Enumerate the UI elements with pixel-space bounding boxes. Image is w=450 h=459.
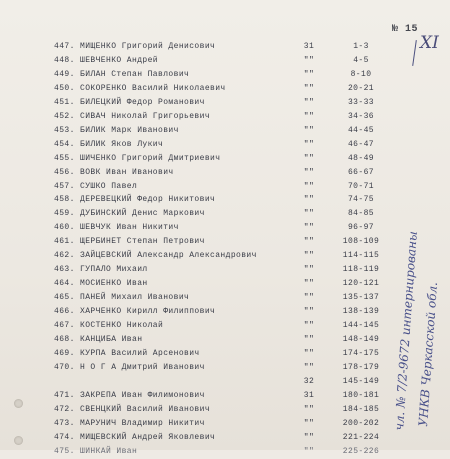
entry-pages: 4-5	[353, 55, 369, 65]
entry-name: КУРПА Василий Арсенович	[80, 348, 200, 358]
entry-pages: 1-3	[353, 42, 369, 51]
entry-volume: ""	[303, 321, 315, 330]
entry-pages: 66-67	[347, 167, 374, 177]
entry-pages: 84-85	[347, 209, 374, 219]
entry-number: 461.	[54, 237, 75, 247]
entry-volume: ""	[303, 362, 315, 372]
entry-volume: ""	[303, 97, 315, 107]
entry-pages: 120-121	[342, 279, 380, 289]
entry-number: 454.	[54, 139, 75, 149]
entry-pages: 108-109	[342, 237, 380, 247]
sheet-mark: XI	[420, 33, 439, 53]
entry-number: 452.	[54, 111, 75, 121]
entry-name: ЗАЙЦЕВСКИЙ Александр Александрович	[80, 251, 257, 261]
entry-name: БИЛИК Марк Иванович	[80, 125, 179, 135]
entry-name: БИЛАН Степан Павлович	[80, 69, 190, 79]
pencil-stroke	[412, 40, 417, 66]
entry-pages: 178-179	[342, 362, 380, 372]
entry-pages: 48-49	[347, 153, 374, 163]
entry-volume: ""	[303, 195, 315, 205]
entry-number: 447.	[54, 42, 75, 51]
entry-volume: ""	[303, 279, 315, 289]
entry-number: 471.	[54, 390, 75, 400]
entry-name: ШЕВЧУК Иван Никитич	[80, 223, 179, 233]
entry-volume: 31	[303, 390, 315, 400]
entry-pages: 221-224	[342, 432, 380, 442]
entry-pages: 138-139	[342, 307, 380, 317]
entry-pages: 96-97	[347, 223, 374, 233]
entry-number: 448.	[54, 55, 75, 65]
entry-pages: 180-181	[342, 390, 380, 400]
entry-pages: 184-185	[342, 404, 380, 414]
entry-volume: ""	[303, 432, 315, 442]
entry-name: КОСТЕНКО Николай	[80, 321, 164, 330]
list-item	[0, 333, 400, 347]
list-item	[0, 68, 400, 82]
entry-volume: ""	[303, 265, 315, 275]
list-item	[0, 445, 400, 459]
entry-number: 459.	[54, 209, 75, 219]
list-item	[0, 96, 400, 110]
entry-name: ДЕРЕВЕЦКИЙ Федор Никитович	[80, 195, 216, 205]
entry-name: СОКОРЕНКО Василий Николаевич	[80, 83, 226, 93]
entry-pages: 174-175	[342, 348, 380, 358]
entry-pages: 200-202	[342, 418, 380, 428]
entry-volume: ""	[303, 334, 315, 344]
entry-number: 468.	[54, 334, 75, 344]
entry-volume: ""	[303, 223, 315, 233]
entry-number: 472.	[54, 404, 75, 414]
list-item	[0, 124, 400, 138]
list-item	[0, 249, 400, 263]
entry-pages: 145-149	[342, 376, 380, 386]
entry-number: 474.	[54, 432, 75, 442]
entry-number: 473.	[54, 418, 75, 428]
page-number: № 15	[392, 24, 419, 35]
list-item	[0, 152, 400, 166]
entry-volume: ""	[303, 55, 315, 65]
list-item	[0, 319, 400, 333]
entry-number: 469.	[54, 348, 75, 358]
entry-name: ШИНКАЙ Иван	[80, 446, 138, 456]
entry-name: ШИЧЕНКО Григорий Дмитриевич	[80, 153, 221, 163]
entry-pages: 33-33	[347, 97, 374, 107]
entry-pages: 135-137	[342, 293, 380, 303]
entry-volume: ""	[303, 167, 315, 177]
list-item	[0, 82, 400, 96]
entry-name: ВОВК Иван Иванович	[80, 167, 174, 177]
list-item	[0, 277, 400, 291]
entry-number: 450.	[54, 83, 75, 93]
entry-volume: ""	[303, 181, 315, 191]
list-item	[0, 305, 400, 319]
entry-volume: ""	[303, 153, 315, 163]
entry-name: ДУБИНСКИЙ Денис Маркович	[80, 209, 205, 219]
entry-volume: ""	[303, 69, 315, 79]
entry-number: 475.	[54, 446, 75, 456]
handwritten-note: чл. № 7/2-9672 интернированы	[392, 230, 420, 431]
entry-name: МОСИЕНКО Иван	[80, 279, 148, 289]
entry-number: 451.	[54, 97, 75, 107]
entry-name: ШЕВЧЕНКО Андрей	[80, 55, 159, 65]
entry-volume: ""	[303, 139, 315, 149]
list-item	[0, 403, 400, 417]
entry-pages: 74-75	[347, 195, 374, 205]
list-item	[0, 54, 400, 68]
entry-volume: ""	[303, 111, 315, 121]
list-item	[0, 361, 400, 375]
list-item	[0, 180, 400, 194]
entry-pages: 8-10	[350, 69, 372, 79]
entry-name: СИВАЧ Николай Григорьевич	[80, 111, 211, 121]
entry-number: 455.	[54, 153, 75, 163]
entry-name: ПАНЕЙ Михаил Иванович	[80, 293, 190, 303]
entry-volume: ""	[303, 293, 315, 303]
entry-number: 456.	[54, 167, 75, 177]
entry-name: БИЛЕЦКИЙ Федор Романович	[80, 97, 205, 107]
entry-volume: ""	[303, 446, 315, 456]
list-item	[0, 263, 400, 277]
list-item	[0, 138, 400, 152]
entry-number: 464.	[54, 279, 75, 289]
entry-number: 453.	[54, 125, 75, 135]
entry-number: 463.	[54, 265, 75, 275]
entry-volume: ""	[303, 251, 315, 261]
entry-name: БИЛИК Яков Лукич	[80, 139, 164, 149]
entry-name: Н О Г А Дмитрий Иванович	[80, 362, 205, 372]
list-item	[0, 417, 400, 431]
entry-volume: 31	[303, 42, 315, 51]
entry-number: 460.	[54, 223, 75, 233]
entry-number: 457.	[54, 181, 75, 191]
entry-volume: ""	[303, 404, 315, 414]
entry-number: 462.	[54, 251, 75, 261]
entry-name: СУШКО Павел	[80, 181, 138, 191]
entry-volume: ""	[303, 348, 315, 358]
entry-name: МАРУНИЧ Владимир Никитич	[80, 418, 205, 428]
entry-pages: 225-226	[342, 446, 380, 456]
entry-volume: 32	[303, 376, 315, 386]
entry-volume: ""	[303, 83, 315, 93]
entry-volume: ""	[303, 418, 315, 428]
entry-name: МИЩЕНКО Григорий Денисович	[80, 42, 216, 51]
entry-volume: ""	[303, 237, 315, 247]
entry-number: 465.	[54, 293, 75, 303]
entry-pages: 20-21	[347, 83, 374, 93]
list-item	[0, 389, 400, 403]
entry-pages: 148-149	[342, 334, 380, 344]
entry-pages: 46-47	[347, 139, 374, 149]
entry-pages: 144-145	[342, 321, 380, 330]
entry-name: МИЩЕВСКИЙ Андрей Яковлевич	[80, 432, 216, 442]
entry-name: ГУПАЛО Михаил	[80, 265, 148, 275]
entry-pages: 34-36	[347, 111, 374, 121]
handwritten-note: УНКВ Черкасской обл.	[416, 281, 441, 427]
entry-number: 449.	[54, 69, 75, 79]
entry-volume: ""	[303, 307, 315, 317]
entry-number: 467.	[54, 321, 75, 330]
list-item	[0, 110, 400, 124]
entry-pages: 70-71	[347, 181, 374, 191]
list-item	[0, 375, 400, 389]
entry-pages: 114-115	[342, 251, 380, 261]
list-item	[0, 291, 400, 305]
entry-name: ХАРЧЕНКО Кирилл Филиппович	[80, 307, 216, 317]
entry-name: СВЕНЦКИЙ Василий Иванович	[80, 404, 211, 414]
entry-name: ЩЕРБИНЕТ Степан Петрович	[80, 237, 205, 247]
entry-number: 458.	[54, 195, 75, 205]
list-item	[0, 431, 400, 445]
entry-pages: 44-45	[347, 125, 374, 135]
entry-volume: ""	[303, 209, 315, 219]
list-item	[0, 207, 400, 221]
entry-name: КАНЦИБА Иван	[80, 334, 143, 344]
entry-number: 470.	[54, 362, 75, 372]
list-item	[0, 235, 400, 249]
entry-pages: 118-119	[342, 265, 380, 275]
list-item	[0, 40, 400, 54]
list-item	[0, 193, 400, 207]
list-item	[0, 166, 400, 180]
list-item	[0, 347, 400, 361]
entry-number: 466.	[54, 307, 75, 317]
entry-name: ЗАКРЕПА Иван Филимонович	[80, 390, 205, 400]
entry-volume: ""	[303, 125, 315, 135]
list-item	[0, 221, 400, 235]
